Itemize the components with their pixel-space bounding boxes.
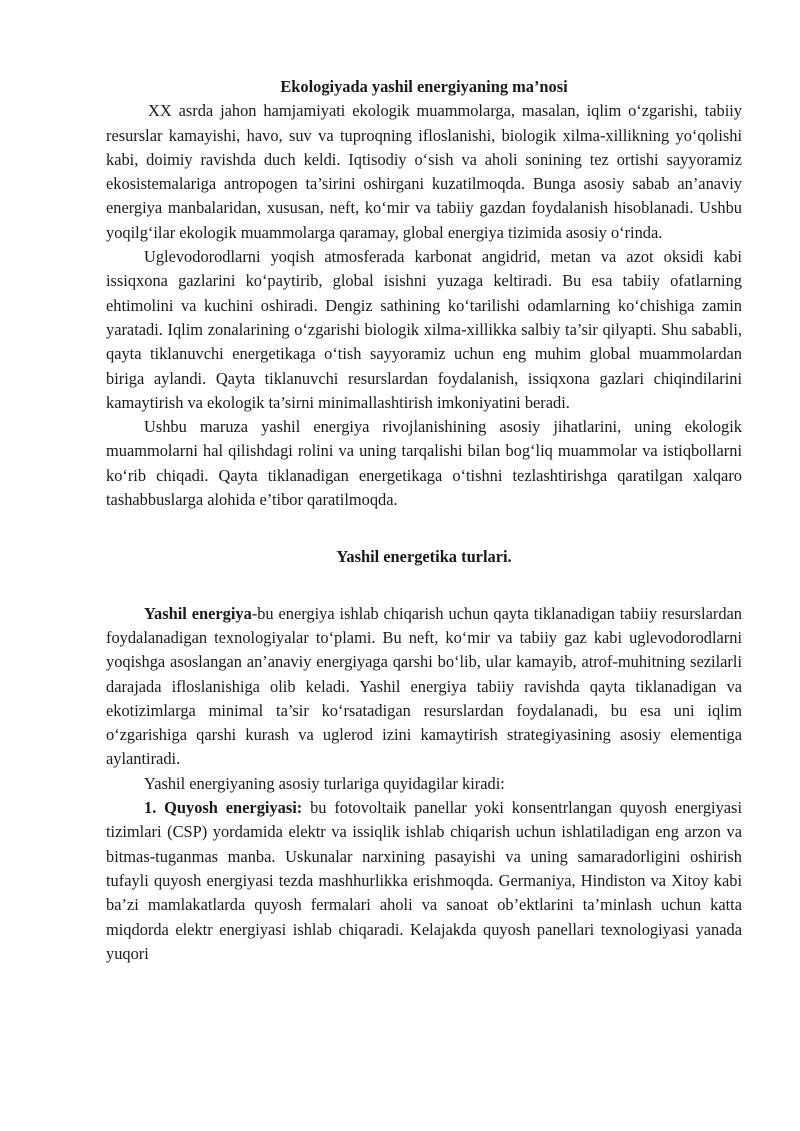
intro-paragraph-1: XX asrda jahon hamjamiyati ekologik muammolarga, masalan, iqlim o‘zgarishi, tabiiy resurslar kamayishi, havo, suv va tuproqning ifloslanishi, biologik xilma-xillikning yo‘qolishi kabi, doimiy ravishda duch keldi. Iqtisodiy o‘sish va aholi sonining tez ortishi sayyoramiz ekosistemalariga antropogen ta’sirini oshirgani kuzatilmoqda. Bunga asosiy sabab an’anaviy energiya manbalaridan, xususan, neft, ko‘mir va tabiiy gazdan foydalanish hisoblanadi. Ushbu yoqilg‘ilar ekologik muammolarga qaramay, global energiya tizimida asosiy o‘rinda.	[106, 101, 742, 242]
intro-paragraph-2: Uglevodorodlarni yoqish atmosferada karbonat angidrid, metan va azot oksidi kabi issiqxona gazlarini ko‘paytirib, global isishni yuzaga keltiradi. Bu esa tabiiy ofatlarning ehtimolini va kuchini oshiradi. Dengiz sathining ko‘tarilishi odamlarning ko‘chishiga zamin yaratadi. Iqlim zonalarining o‘zgarishi biologik xilma-xillikka salbiy ta’sir qilyapti. Shu sababli, qayta tiklanuvchi energetikaga o‘tish sayyoramiz uchun eng muhim global muammolardan biriga aylandi. Qayta tiklanuvchi resurslardan foydalanish, issiqxona gazlari chiqindilarini kamaytirish va ekologik ta’sirni minimallashtirish imkoniyatini beradi.	[106, 247, 742, 412]
section-title: Yashil energetika turlari.	[336, 547, 512, 567]
document-page	[106, 75, 742, 966]
definition-paragraph	[106, 602, 742, 772]
document-title: Ekologiyada yashil energiyaning ma’nosi	[280, 77, 568, 96]
list-item-solar-text: bu fotovoltaik panellar yoki konsentrlangan quyosh energiyasi tizimlari (CSP) yordamida elektr va issiqlik ishlab chiqarish uchun ishlatiladigan eng arzon va bitmas-tuganmas manba. Uskunalar narxining pasayishi va uning samaradorligini oshirish tufayli quyosh energiyasi tezda mashhurlikka erishmoqda. Germaniya, Hindiston va Xitoy kabi ba’zi mamlakatlarda quyosh fermalari aholi va sanoat ob’ektlarini ta’minlash uchun katta miqdorda elektr energiyasi ishlab chiqaradi. Kelajakda quyosh panellari texnologiyasi yanada yuqori	[106, 798, 742, 963]
list-item-solar	[106, 796, 742, 966]
list-item-solar-term: 1. Quyosh energiyasi:	[144, 798, 303, 818]
definition-text: -bu energiya ishlab chiqarish uchun qayta tiklanadigan tabiiy resurslardan foydalanadigan texnologiyalar to‘plami. Bu neft, ko‘mir va tabiiy gaz kabi uglevodorodlarni yoqishga asoslangan an’anaviy energiyaga qarshi bo‘lib, ular kamayib, atrof-muhitning sezilarli darajada ifloslanishiga olib keladi. Yashil energiya tabiiy ravishda qayta tiklanadigan va ekotizimlarga minimal ta’sir ko‘rsatadigan resurslardan foydalanadi, bu esa uni iqlim o‘zgarishiga qarshi kurash va uglerod izini kamaytirish strategiyasining asosiy elementiga aylantiradi.	[106, 603, 742, 769]
intro-paragraph-3: Ushbu maruza yashil energiya rivojlanishining asosiy jihatlarini, uning ekologik muammolarni hal qilishdagi rolini va uning tarqalishi bilan bog‘liq muammolar va istiqbollarni ko‘rib chiqadi. Qayta tiklanadigan energetikaga o‘tishni tezlashtirishga qaratilgan xalqaro tashabbuslarga alohida e’tibor qaratilmoqda.	[106, 417, 742, 510]
definition-term: Yashil energiya	[144, 603, 252, 623]
list-intro: Yashil energiyaning asosiy turlariga quyidagilar kiradi:	[144, 773, 505, 793]
section-gap	[106, 570, 742, 602]
